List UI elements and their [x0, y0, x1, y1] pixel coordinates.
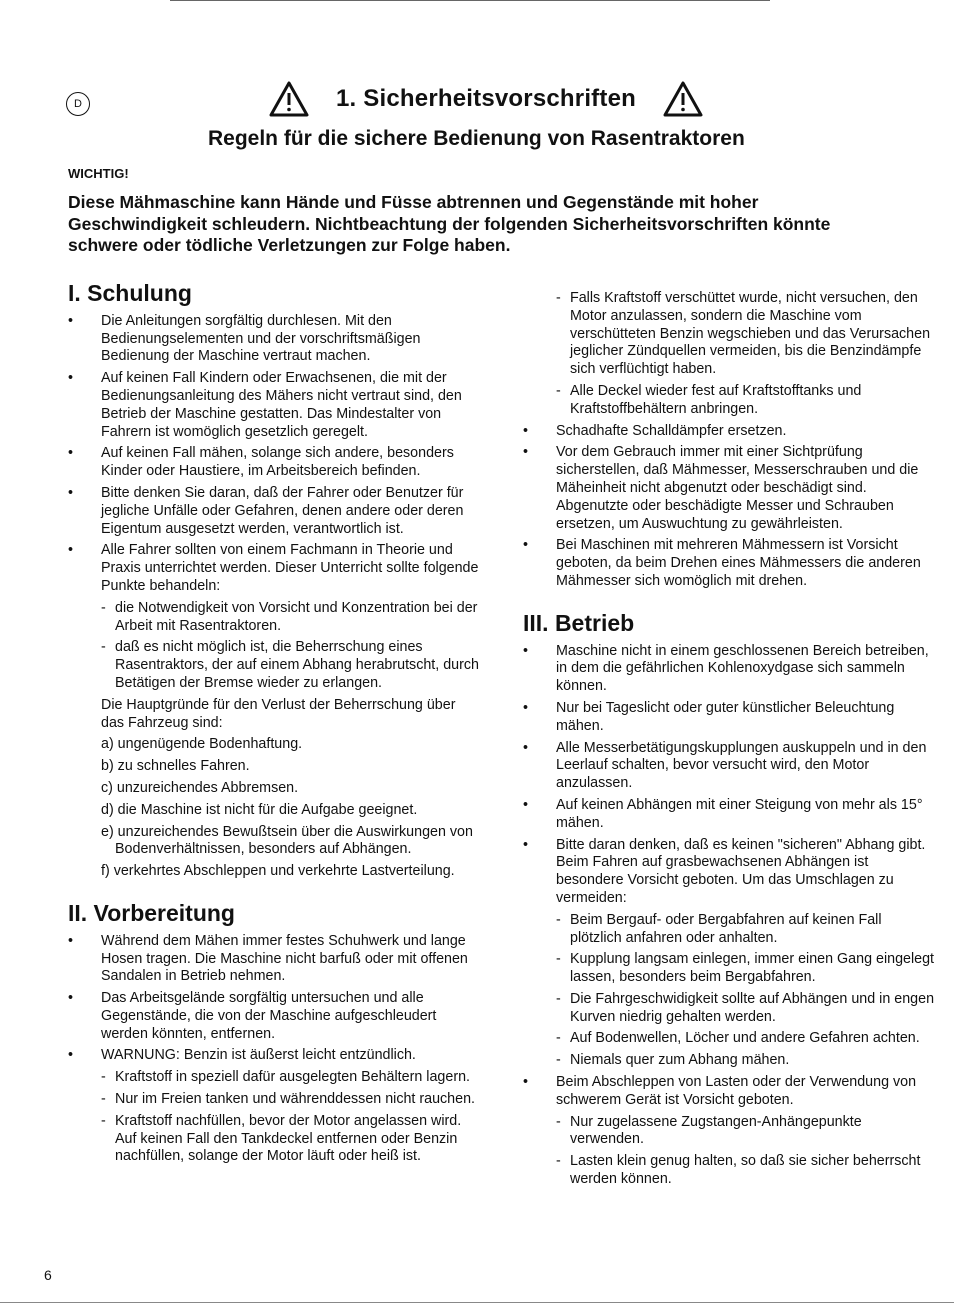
dash-subitem: - Auf Bodenwellen, Löcher und andere Gefahren achten.	[523, 1030, 935, 1048]
bullet-item: • Nur bei Tageslicht oder guter künstlicher Beleuchtung mähen.	[523, 700, 935, 736]
lettered-item: b) zu schnelles Fahren.	[101, 758, 250, 775]
bullet-item: • Das Arbeitsgelände sorgfältig untersuchen und alle Gegenstände, die von der Maschine aufgeschleudert werden könnten, entfernen.	[68, 990, 480, 1043]
bullet-item: • Bitte denken Sie daran, daß der Fahrer oder Benutzer für jegliche Unfälle oder Gefahren, denen andere oder deren Eigentum ausgesetzt werden, verantwortlich ist.	[68, 485, 480, 538]
left-column	[68, 280, 480, 1170]
bullet-item: • Bei Maschinen mit mehreren Mähmessern ist Vorsicht geboten, da beim Drehen eines Mähmessers die anderen Mähmesser sich womöglich mit drehen.	[523, 537, 935, 590]
bullet-item: • Auf keinen Fall Kindern oder Erwachsenen, die mit der Bedienungsanleitung des Mähers nicht vertraut sind, den Betrieb der Maschine gestatten. Das Mindestalter von Fahrern ist womöglich gesetzlich geregelt.	[68, 370, 480, 441]
language-badge: D	[66, 92, 90, 116]
bullet-item: • Die Anleitungen sorgfältig durchlesen. Mit den Bedienungselementen und der vorschriftsmäßigen Bedienung der Maschine vertraut machen.	[68, 313, 480, 366]
bullet-item: • Beim Abschleppen von Lasten oder der Verwendung von schwerem Gerät ist Vorsicht geboten.	[523, 1074, 935, 1110]
bullet-item: • Maschine nicht in einem geschlossenen Bereich betreiben, in dem die gefährlichen Kohlenoxydgase sich sammeln können.	[523, 643, 935, 696]
page-number: 6	[44, 1267, 52, 1283]
important-label: WICHTIG!	[68, 166, 129, 181]
dash-subitem: - daß es nicht möglich ist, die Beherrschung eines Rasentraktors, der auf einem Abhang herabrutscht, durch Betätigen der Bremse wieder zu erlangen.	[68, 639, 480, 692]
dash-subitem: - Niemals quer zum Abhang mähen.	[523, 1052, 935, 1070]
dash-subitem: - die Notwendigkeit von Vorsicht und Konzentration bei der Arbeit mit Rasentraktoren.	[68, 600, 480, 636]
bullet-item: • Alle Fahrer sollten von einem Fachmann in Theorie und Praxis unterrichtet werden. Dieser Unterricht sollte folgende Punkte behandeln:	[68, 542, 480, 595]
dash-subitem: - Kraftstoff in speziell dafür ausgelegten Behältern lagern.	[68, 1069, 480, 1087]
dash-subitem: - Falls Kraftstoff verschüttet wurde, nicht versuchen, den Motor anzulassen, sondern die Maschine vom verschütteten Benzin wegschieben und das Verursachen jeglicher Zündquellen vermeiden, bis die Benzindämpfe sich verflüchtigt haben.	[523, 290, 935, 379]
bullet-item: • Auf keinen Abhängen mit einer Steigung von mehr als 15° mähen.	[523, 797, 935, 833]
bullet-item: • Alle Messerbetätigungskupplungen auskuppeln und in den Leerlauf schalten, bevor versucht wird, den Motor anzulassen.	[523, 740, 935, 793]
dash-subitem: - Nur im Freien tanken und währenddessen nicht rauchen.	[68, 1091, 480, 1109]
right-column	[523, 290, 935, 1193]
dash-subitem: - Kraftstoff nachfüllen, bevor der Motor angelassen wird. Auf keinen Fall den Tankdeckel entfernen oder Benzin nachfüllen, solange der Motor läuft oder heiß ist.	[68, 1113, 480, 1166]
bullet-item: • Auf keinen Fall mähen, solange sich andere, besonders Kinder oder Haustiere, im Arbeitsbereich befinden.	[68, 445, 480, 481]
scan-edge-line	[170, 0, 770, 1]
paragraph: Die Hauptgründe für den Verlust der Beherrschung über das Fahrzeug sind:	[101, 696, 456, 731]
section-heading: III. Betrieb	[523, 609, 635, 636]
dash-subitem: - Nur zugelassene Zugstangen-Anhängepunkte verwenden.	[523, 1114, 935, 1150]
dash-subitem: - Beim Bergauf- oder Bergabfahren auf keinen Fall plötzlich anfahren oder anhalten.	[523, 912, 935, 948]
dash-subitem: - Alle Deckel wieder fest auf Kraftstofftanks und Kraftstoffbehältern anbringen.	[523, 383, 935, 419]
page-title: 1. Sicherheitsvorschriften	[336, 85, 636, 112]
bullet-item: • Schadhafte Schalldämpfer ersetzen.	[523, 423, 935, 441]
lettered-item: f) verkehrtes Abschleppen und verkehrte Lastverteilung.	[101, 863, 455, 880]
section-heading: II. Vorbereitung	[68, 899, 235, 926]
dash-subitem: - Lasten klein genug halten, so daß sie sicher beherrscht werden können.	[523, 1153, 935, 1189]
bullet-item: • Bitte daran denken, daß es keinen "sicheren" Abhang gibt. Beim Fahren auf grasbewachsenen Abhängen ist besondere Vorsicht geboten. Um das Umschlagen zu vermeiden:	[523, 837, 935, 908]
page-subtitle: Regeln für die sichere Bedienung von Rasentraktoren	[208, 127, 745, 150]
scan-edge-line	[0, 1302, 954, 1303]
lettered-item: d) die Maschine ist nicht für die Aufgabe geeignet.	[101, 801, 418, 818]
dash-subitem: - Kupplung langsam einlegen, immer einen Gang eingelegt lassen, besonders beim Bergabfahren.	[523, 951, 935, 987]
bullet-item: • WARNUNG: Benzin ist äußerst leicht entzündlich.	[68, 1047, 480, 1065]
lettered-item: e) unzureichendes Bewußtsein über die Auswirkungen von Bodenverhältnissen, besonders auf Abhängen.	[101, 823, 473, 858]
section-heading: I. Schulung	[68, 280, 192, 306]
warning-icon	[662, 80, 704, 118]
title-row	[268, 80, 738, 118]
bullet-item: • Vor dem Gebrauch immer mit einer Sichtprüfung sicherstellen, daß Mähmesser, Messerschrauben und die Mäheinheit nicht abgenutzt oder beschädigt sind. Abgenutzte oder beschädigte Messer und Schrauben ersetzen, um Auswuchtung zu gewährleisten.	[523, 444, 935, 533]
warning-icon	[268, 80, 310, 118]
bullet-item: • Während dem Mähen immer festes Schuhwerk und lange Hosen tragen. Die Maschine nicht barfuß oder mit offenen Sandalen in Betrieb nehmen.	[68, 933, 480, 986]
warning-intro: Diese Mähmaschine kann Hände und Füsse abtrennen und Gegenstände mit hoher Geschwindigkeit schleudern. Nichtbeachtung der folgenden Sicherheitsvorschriften könnte schwere oder tödliche Verletzungen zur Folge haben.	[68, 192, 831, 255]
dash-subitem: - Die Fahrgeschwidigkeit sollte auf Abhängen und in engen Kurven niedrig gehalten werden.	[523, 991, 935, 1027]
lettered-item: a) ungenügende Bodenhaftung.	[101, 736, 303, 753]
lettered-item: c) unzureichendes Abbremsen.	[101, 779, 299, 796]
